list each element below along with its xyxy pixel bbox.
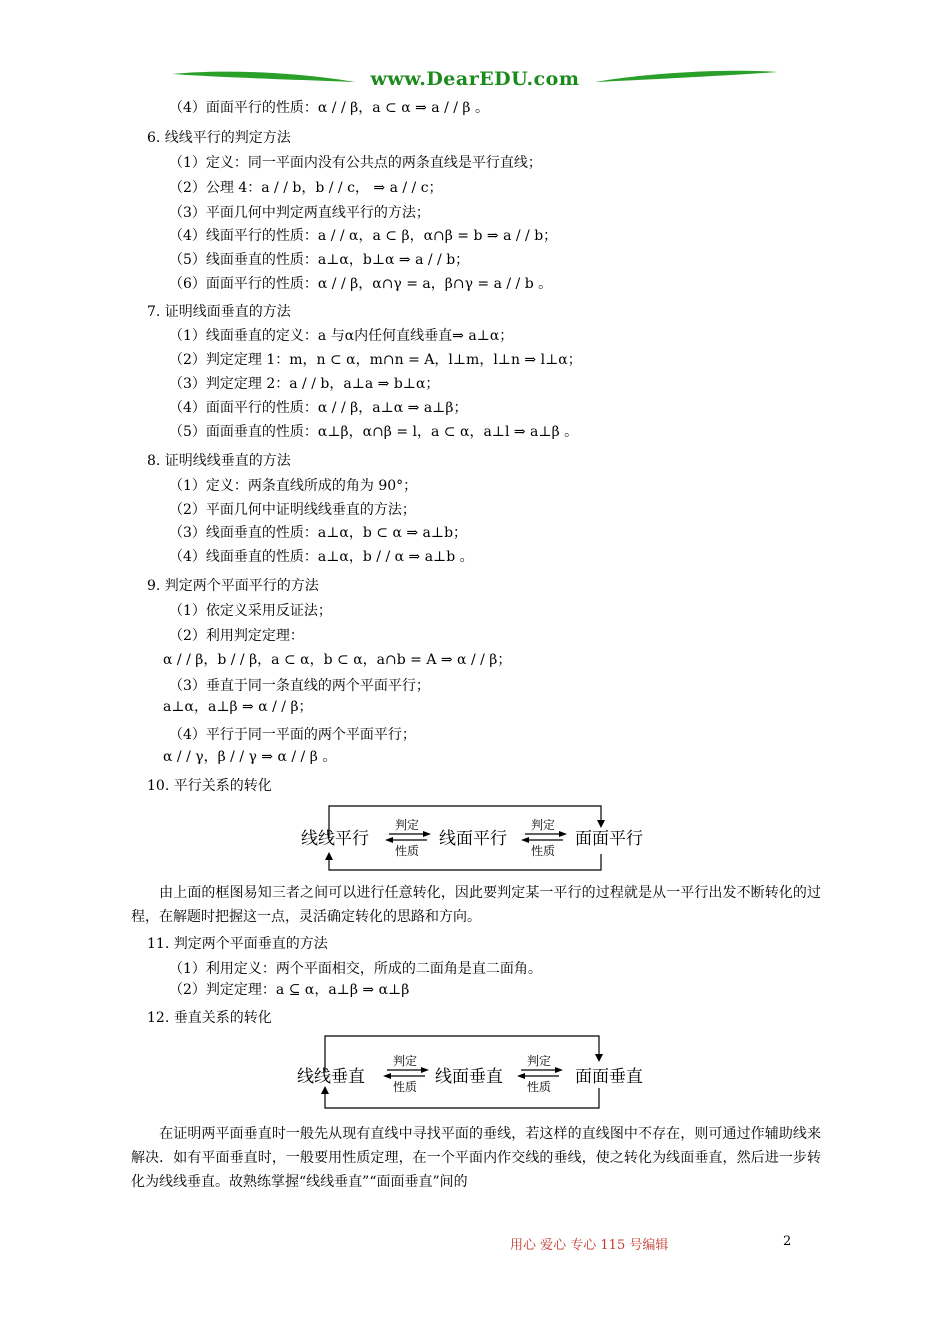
page-header	[170, 62, 780, 96]
perpendicular-relation-diagram	[297, 1032, 667, 1112]
label-judge-4: 判定	[527, 1054, 552, 1068]
content-line: （4）面面平行的性质：α / / β，a⊥α ⇒ a⊥β；	[169, 400, 468, 416]
header-site-name: www.DearEDU.com	[370, 68, 580, 90]
section-heading: 6. 线线平行的判定方法	[147, 130, 291, 146]
content-line: （4）面面平行的性质：α / / β，a ⊂ α ⇒ a / / β 。	[169, 100, 489, 116]
node-line-plane-parallel: 线面平行	[439, 829, 507, 849]
content-line: （1）利用定义：两个平面相交，所成的二面角是直二面角。	[169, 961, 542, 977]
content-line: （1）定义：同一平面内没有公共点的两条直线是平行直线；	[169, 155, 542, 171]
content-line: （4）平行于同一平面的两个平面平行；	[169, 727, 416, 743]
content-line: （2）判定定理：a ⊆ α，a⊥β ⇒ α⊥β	[169, 982, 410, 998]
node-line-plane-perpendicular: 线面垂直	[435, 1067, 503, 1087]
section-heading: 9. 判定两个平面平行的方法	[147, 578, 319, 594]
content-line: （2）公理 4：a / / b，b / / c， ⇒ a / / c；	[169, 180, 443, 196]
content-line: （2）利用判定定理：	[169, 628, 304, 644]
label-judge-1: 判定	[395, 818, 420, 832]
paragraph-perpendicular-summary: 在证明两平面垂直时一般先从现有直线中寻找平面的垂线，若这样的直线图中不存在，则可通过作辅助线来解决．如有平面垂直时，一般要用性质定理，在一个平面内作交线的垂线，使之转化为线面垂直，然后进一步转化为线线垂直。故熟练掌握“线线垂直”“面面垂直”间的	[131, 1126, 821, 1190]
content-line: α / / γ，β / / γ ⇒ α / / β 。	[163, 749, 337, 765]
content-line: a⊥α，a⊥β ⇒ α / / β；	[163, 699, 313, 715]
content-line: （4）线面平行的性质：a / / α，a ⊂ β，α∩β = b ⇒ a / / b；	[169, 228, 558, 244]
content-line: （3）垂直于同一条直线的两个平面平行；	[169, 678, 430, 694]
node-plane-plane-perpendicular: 面面垂直	[575, 1067, 643, 1087]
content-line: （3）线面垂直的性质：a⊥α，b ⊂ α ⇒ a⊥b；	[169, 525, 468, 541]
label-property-2: 性质	[531, 844, 556, 858]
content-line: （3）判定定理 2：a / / b，a⊥a ⇒ b⊥α；	[169, 376, 440, 392]
paragraph-parallel-summary: 由上面的框图易知三者之间可以进行任意转化，因此要判定某一平行的过程就是从一平行出发不断转化的过程，在解题时把握这一点，灵活确定转化的思路和方向。	[131, 885, 821, 925]
parallel-relation-diagram	[301, 798, 661, 878]
label-judge-2: 判定	[531, 818, 556, 832]
content-line: α / / β，b / / β，a ⊂ α，b ⊂ α，a∩b = A ⇒ α / / β；	[163, 652, 512, 668]
label-property-1: 性质	[395, 844, 420, 858]
content-line: （2）判定定理 1：m，n ⊂ α，m∩n = A，l⊥m，l⊥n ⇒ l⊥α；	[169, 352, 582, 368]
content-line: （6）面面平行的性质：α / / β，α∩γ = a，β∩γ = a / / b 。	[169, 276, 553, 292]
node-plane-plane-parallel: 面面平行	[575, 829, 643, 849]
footer-editor-note: 用心 爱心 专心 115 号编辑	[510, 1238, 669, 1253]
label-judge-3: 判定	[393, 1054, 418, 1068]
label-property-3: 性质	[393, 1080, 418, 1094]
label-property-4: 性质	[527, 1080, 552, 1094]
section-heading: 8. 证明线线垂直的方法	[147, 453, 291, 469]
content-line: （5）线面垂直的性质：a⊥α，b⊥α ⇒ a / / b；	[169, 252, 470, 268]
content-line: （1）依定义采用反证法；	[169, 603, 332, 619]
node-line-line-parallel: 线线平行	[301, 829, 369, 849]
content-line: （2）平面几何中证明线线垂直的方法；	[169, 502, 416, 518]
content-line: （5）面面垂直的性质：α⊥β，α∩β = l，a ⊂ α，a⊥l ⇒ a⊥β 。	[169, 424, 579, 440]
section-heading: 10. 平行关系的转化	[147, 778, 272, 794]
section-heading: 12. 垂直关系的转化	[147, 1010, 272, 1026]
section-heading: 11. 判定两个平面垂直的方法	[147, 936, 328, 952]
content-line: （3）平面几何中判定两直线平行的方法；	[169, 205, 430, 221]
content-line: （1）线面垂直的定义：a 与α内任何直线垂直⇒ a⊥α；	[169, 328, 514, 344]
content-line: （4）线面垂直的性质：a⊥α，b / / α ⇒ a⊥b 。	[169, 549, 474, 565]
section-heading: 7. 证明线面垂直的方法	[147, 304, 291, 320]
node-line-line-perpendicular: 线线垂直	[297, 1067, 365, 1087]
content-line: （1）定义：两条直线所成的角为 90°；	[169, 478, 418, 494]
page-number: 2	[783, 1234, 792, 1249]
